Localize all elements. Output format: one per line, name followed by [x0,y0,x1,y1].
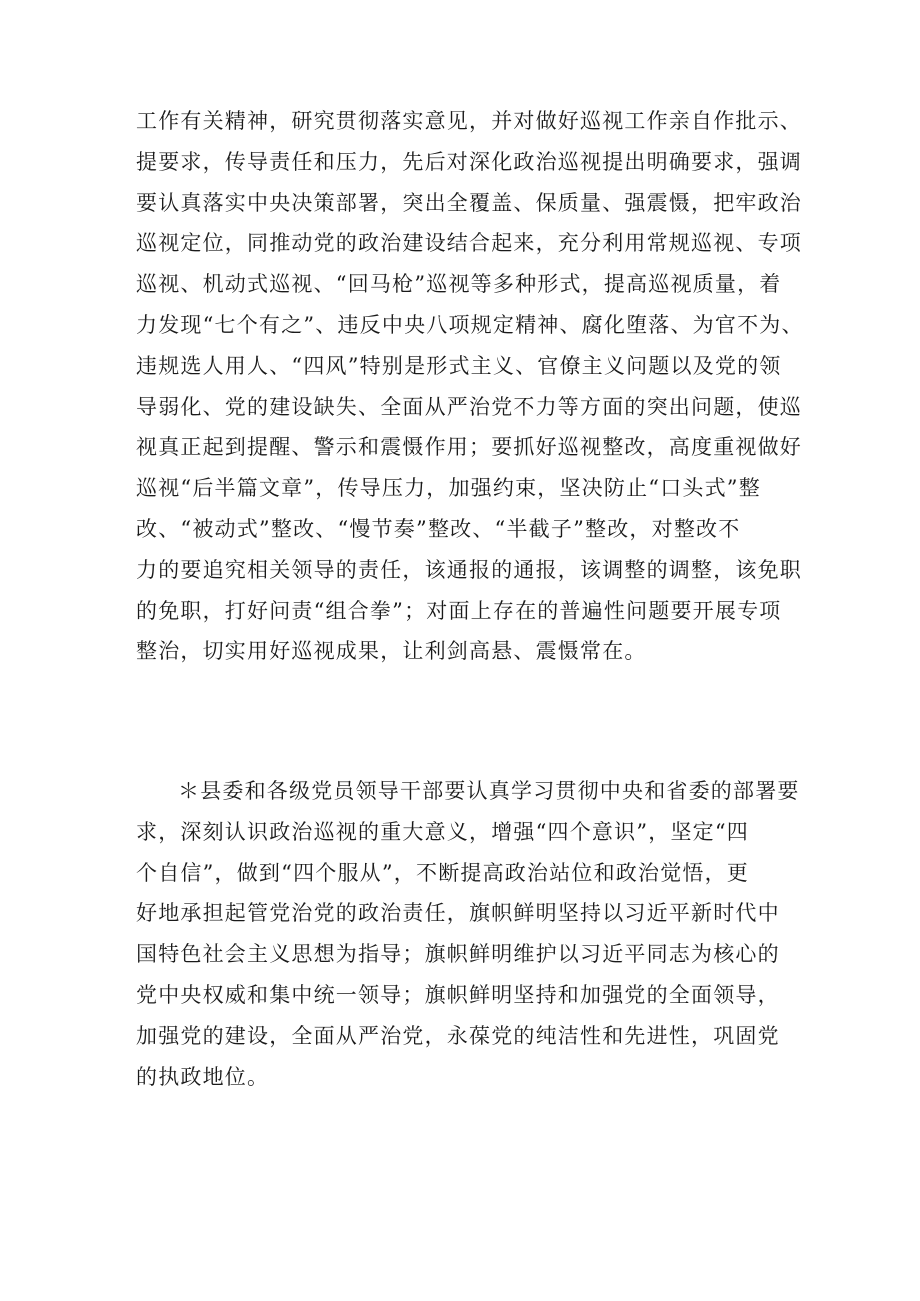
paragraph-line: 改、“被动式”整改、“慢节奏”整改、“半截子”整改，对整改不 [136,516,741,541]
paragraph-line: 力发现“七个有之”、违反中央八项规定精神、腐化堕落、为官不为、 [136,312,804,337]
paragraph-line: 国特色社会主义思想为指导；旗帜鲜明维护以习近平同志为核心的 [136,942,780,967]
paragraph-line: 党中央权威和集中统一领导；旗帜鲜明坚持和加强党的全面领导， [136,982,780,1007]
paragraph-line: 整治，切实用好巡视成果，让利剑高悬、震慑常在。 [136,639,647,664]
paragraph-line: 巡视、机动式巡视、“回马枪”巡视等多种形式，提高巡视质量，着 [136,272,782,297]
paragraph-line: 违规选人用人、“四风”特别是形式主义、官僚主义问题以及党的领 [136,353,782,378]
paragraph-line: 工作有关精神，研究贯彻落实意见，并对做好巡视工作亲自作批示、 [136,109,802,133]
paragraph-2 [136,771,800,1097]
paragraph-line: 加强党的建设，全面从严治党，永葆党的纯洁性和先进性，巩固党 [136,1023,780,1048]
paragraph-line: 求，深刻认识政治巡视的重大意义，增强“四个意识”，坚定“四 [136,819,750,844]
paragraph-line: ＊县委和各级党员领导干部要认真学习贯彻中央和省委的部署要 [178,779,800,803]
paragraph-line: 个自信”，做到“四个服从”，不断提高政治站位和政治觉悟，更 [136,860,750,885]
paragraph-line: 的执政地位。 [136,1064,270,1089]
paragraph-line: 好地承担起管党治党的政治责任，旗帜鲜明坚持以习近平新时代中 [136,901,780,926]
paragraph-line: 导弱化、党的建设缺失、全面从严治党不力等方面的突出问题，使巡 [136,394,802,419]
paragraph-line: 提要求，传导责任和压力，先后对深化政治巡视提出明确要求，强调 [136,149,802,174]
paragraph-line: 的免职，打好问责“组合拳”；对面上存在的普遍性问题要开展专项 [136,598,782,623]
paragraph-line: 力的要追究相关领导的责任，该通报的通报，该调整的调整，该免职 [136,557,802,582]
paragraph-line: 巡视定位，同推动党的政治建设结合起来，充分利用常规巡视、专项 [136,231,802,256]
paragraph-line: 要认真落实中央决策部署，突出全覆盖、保质量、强震慑，把牢政治 [136,190,802,215]
paragraph-line: 巡视“后半篇文章”，传导压力，加强约束，坚决防止“口头式”整 [136,476,761,501]
paragraph-1 [136,101,804,672]
paragraph-line: 视真正起到提醒、警示和震慑作用；要抓好巡视整改，高度重视做好 [136,435,802,460]
